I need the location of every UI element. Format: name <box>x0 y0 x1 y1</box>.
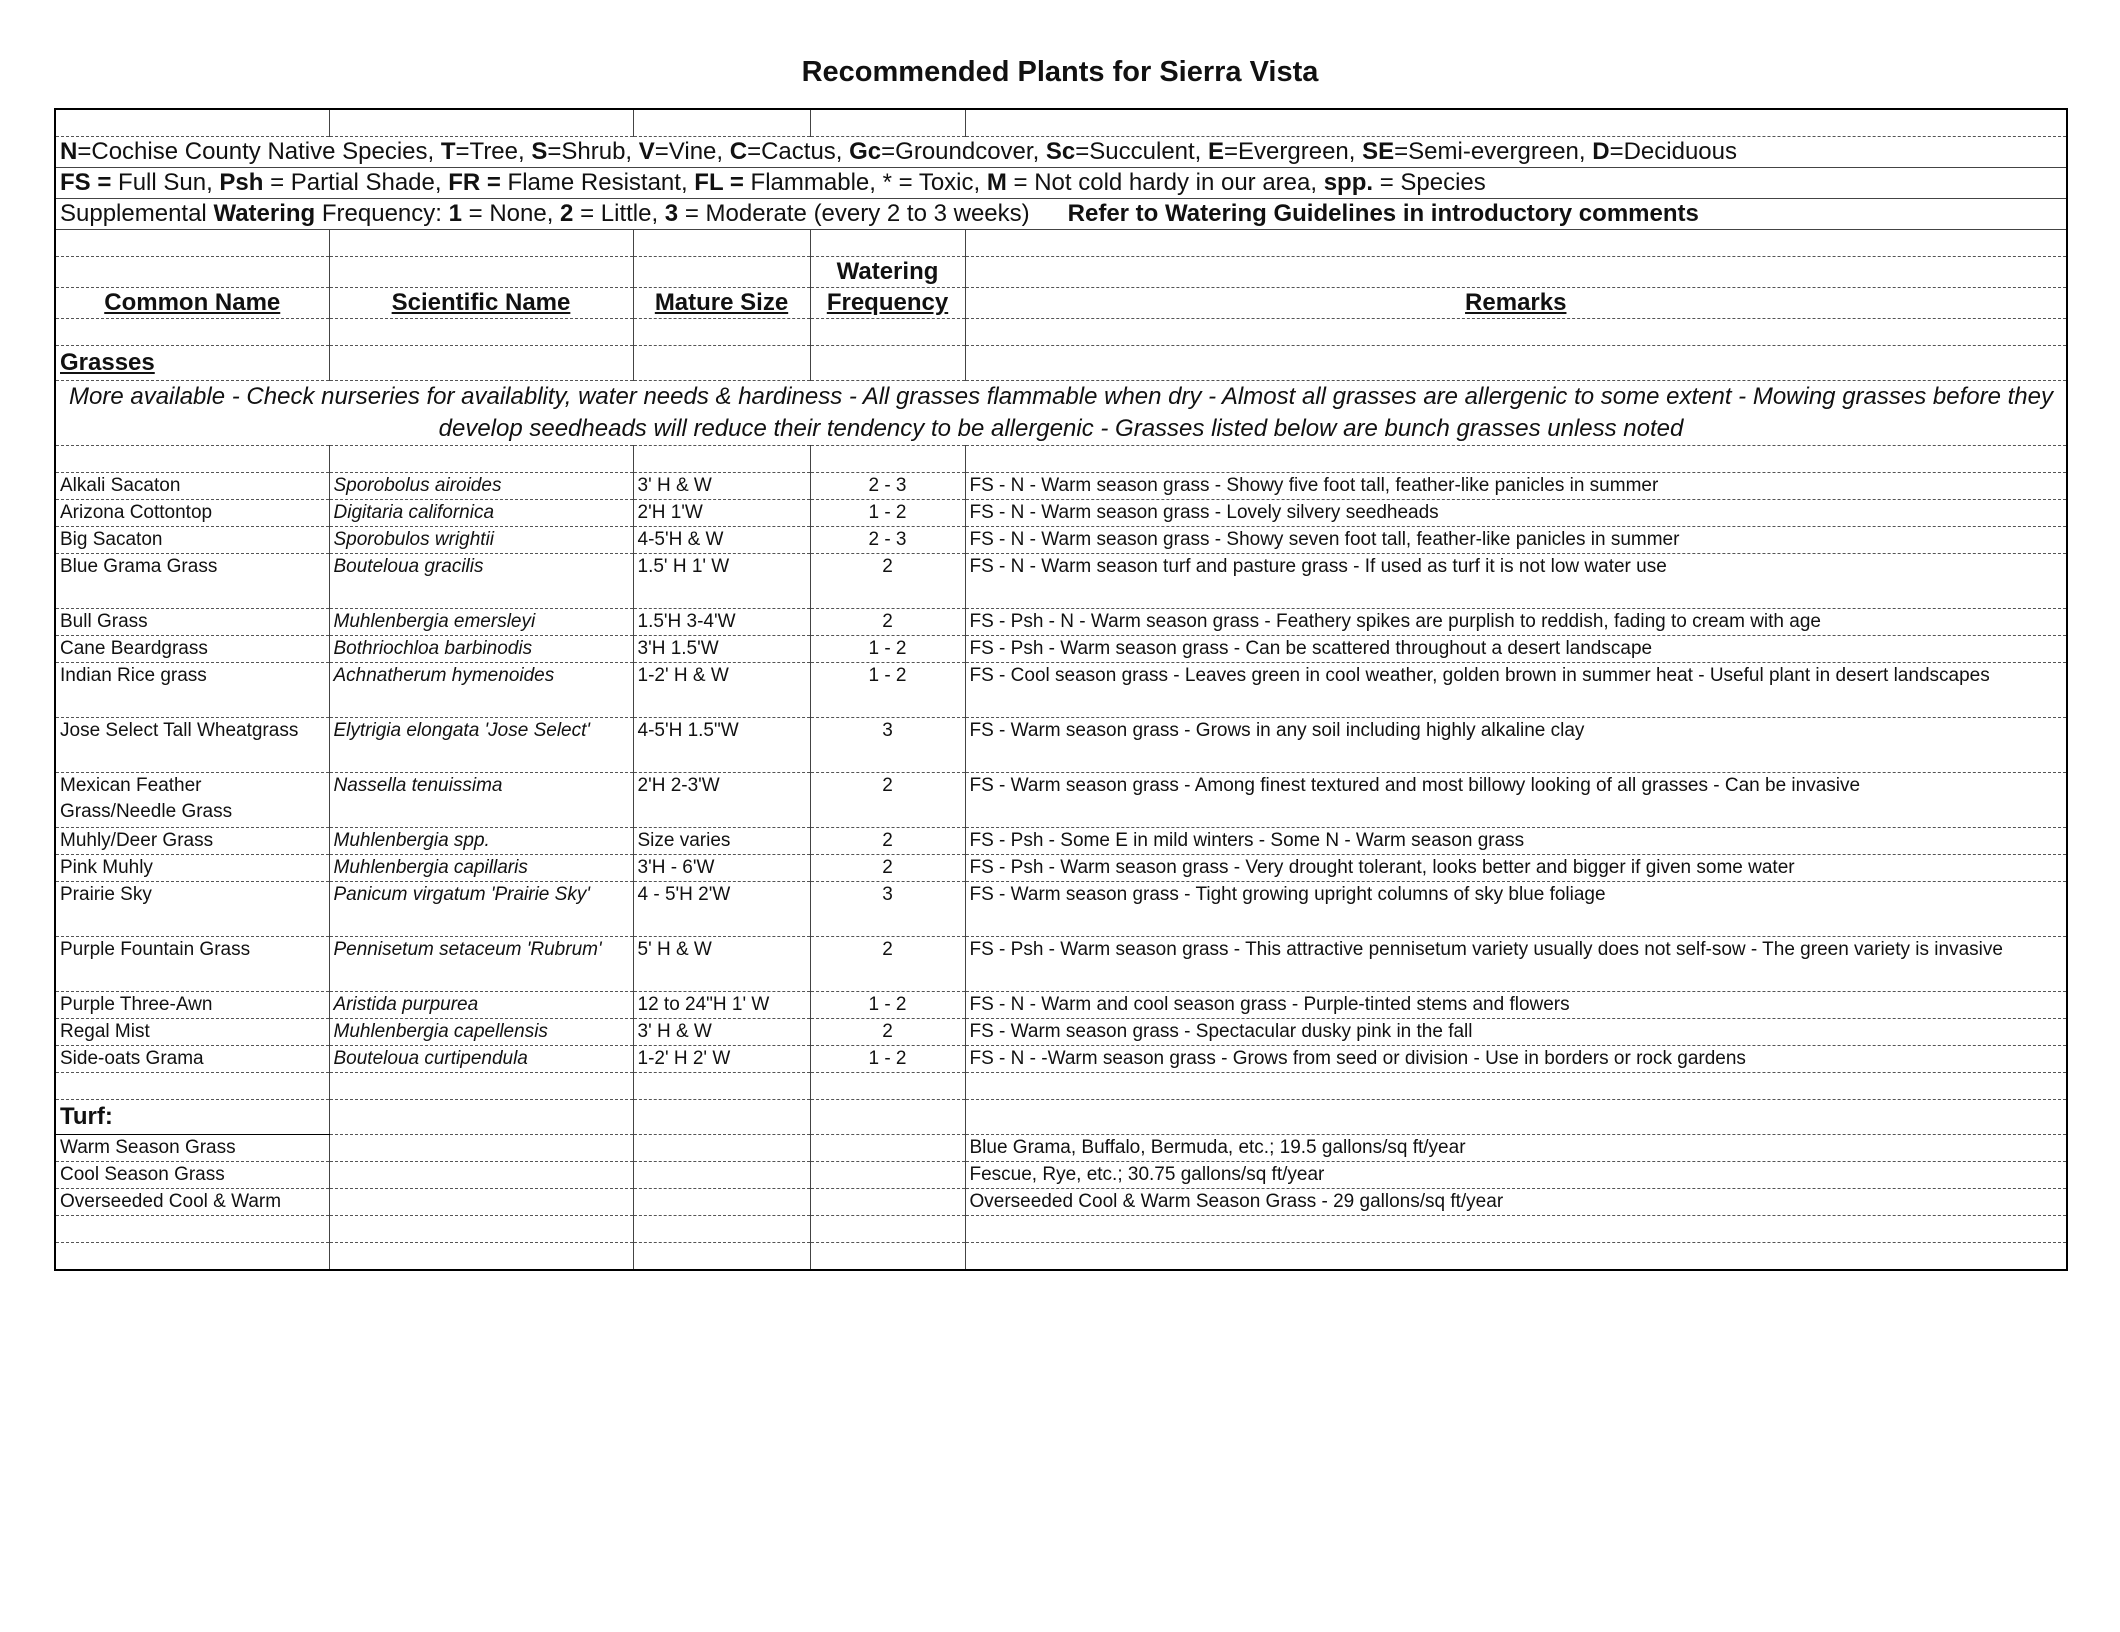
header-common-name: Common Name <box>55 288 329 319</box>
remarks-cell: Fescue, Rye, etc.; 30.75 gallons/sq ft/year <box>965 1162 2067 1189</box>
legend-key: FS = <box>60 169 112 196</box>
common-name-cell: Big Sacaton <box>55 527 329 554</box>
plant-table <box>54 108 2068 1271</box>
mature-size-cell: Size varies <box>633 828 810 855</box>
remarks-cell: Overseeded Cool & Warm Season Grass - 29 gallons/sq ft/year <box>965 1189 2067 1216</box>
empty-cell <box>329 1162 633 1189</box>
remarks-cell: FS - Psh - Warm season grass - Can be scattered throughout a desert landscape <box>965 636 2067 663</box>
common-name-cell: Warm Season Grass <box>55 1135 329 1162</box>
table-row <box>55 992 2067 1019</box>
section-title-turf: Turf: <box>55 1100 329 1135</box>
legend-key: FL = <box>694 169 744 196</box>
scientific-name-cell: Muhlenbergia capellensis <box>329 1019 633 1046</box>
table-row <box>55 855 2067 882</box>
table-row <box>55 1135 2067 1162</box>
legend-text: = Partial Shade, <box>263 169 449 196</box>
legend-line-3 <box>55 199 2067 230</box>
legend-key: 2 <box>560 200 574 227</box>
watering-cell: 2 <box>810 828 965 855</box>
watering-cell: 3 <box>810 718 965 773</box>
table-row <box>55 937 2067 992</box>
section-title-grasses: Grasses <box>55 346 329 381</box>
scientific-name-cell: Bouteloua gracilis <box>329 554 633 609</box>
common-name-cell: Indian Rice grass <box>55 663 329 718</box>
header-watering-top: Watering <box>810 257 965 288</box>
scientific-name-cell: Sporobolus airoides <box>329 473 633 500</box>
legend-text: Full Sun, <box>111 169 220 196</box>
common-name-cell: Blue Grama Grass <box>55 554 329 609</box>
remarks-cell: FS - Psh - Warm season grass - This attractive pennisetum variety usually does not self-sow - The green variety is invasive <box>965 937 2067 992</box>
common-name-cell: Bull Grass <box>55 609 329 636</box>
common-name-cell: Cane Beardgrass <box>55 636 329 663</box>
legend-text: =Semi-evergreen, <box>1394 138 1593 165</box>
legend-text: =Evergreen, <box>1224 138 1363 165</box>
watering-cell: 2 <box>810 855 965 882</box>
watering-cell: 2 <box>810 1019 965 1046</box>
remarks-cell: FS - Psh - N - Warm season grass - Feathery spikes are purplish to reddish, fading to cream with age <box>965 609 2067 636</box>
legend-key: Watering <box>213 200 316 227</box>
blank-row <box>55 109 2067 137</box>
header-watering-frequency: Frequency <box>810 288 965 319</box>
legend-key: N <box>60 138 78 165</box>
scientific-name-cell: Sporobulos wrightii <box>329 527 633 554</box>
mature-size-cell: 3' H & W <box>633 473 810 500</box>
scientific-name-cell: Muhlenbergia capillaris <box>329 855 633 882</box>
scientific-name-cell: Bothriochloa barbinodis <box>329 636 633 663</box>
legend-text: = Moderate (every 2 to 3 weeks) <box>678 200 1030 227</box>
legend-row-2 <box>55 168 2067 199</box>
watering-cell: 2 - 3 <box>810 473 965 500</box>
legend-key: Gc <box>849 138 882 165</box>
remarks-cell: FS - Warm season grass - Grows in any soil including highly alkaline clay <box>965 718 2067 773</box>
mature-size-cell: 4-5'H & W <box>633 527 810 554</box>
legend-text: =Succulent, <box>1075 138 1209 165</box>
common-name-cell: Alkali Sacaton <box>55 473 329 500</box>
common-name-cell: Prairie Sky <box>55 882 329 937</box>
empty-cell <box>633 1189 810 1216</box>
common-name-cell: Regal Mist <box>55 1019 329 1046</box>
empty-cell <box>810 1135 965 1162</box>
watering-cell: 2 <box>810 937 965 992</box>
remarks-cell: FS - N - Warm season grass - Showy five foot tall, feather-like panicles in summer <box>965 473 2067 500</box>
mature-size-cell: 3'H 1.5'W <box>633 636 810 663</box>
common-name-cell: Side-oats Grama <box>55 1046 329 1073</box>
watering-cell: 1 - 2 <box>810 500 965 527</box>
header-scientific-name: Scientific Name <box>329 288 633 319</box>
empty-cell <box>329 1135 633 1162</box>
remarks-cell: FS - Warm season grass - Spectacular dusky pink in the fall <box>965 1019 2067 1046</box>
legend-key: S <box>531 138 548 165</box>
mature-size-cell: 4-5'H 1.5"W <box>633 718 810 773</box>
table-row <box>55 527 2067 554</box>
mature-size-cell: 1-2' H & W <box>633 663 810 718</box>
legend-key: Sc <box>1045 138 1076 165</box>
legend-text: =Cactus, <box>747 138 850 165</box>
legend-key: M <box>986 169 1007 196</box>
mature-size-cell: 1-2' H 2' W <box>633 1046 810 1073</box>
remarks-cell: Blue Grama, Buffalo, Bermuda, etc.; 19.5 gallons/sq ft/year <box>965 1135 2067 1162</box>
header-remarks: Remarks <box>965 288 2067 319</box>
header-mature-size: Mature Size <box>633 288 810 319</box>
remarks-cell: FS - Warm season grass - Tight growing upright columns of sky blue foliage <box>965 882 2067 937</box>
table-row <box>55 1046 2067 1073</box>
empty-cell <box>810 1189 965 1216</box>
legend-key: T <box>440 138 456 165</box>
legend-text: Flame Resistant, <box>500 169 695 196</box>
remarks-cell: FS - Warm season grass - Among finest textured and most billowy looking of all grasses - Can be invasive <box>965 773 2067 828</box>
table-row <box>55 828 2067 855</box>
legend-text: = Not cold hardy in our area, <box>1006 169 1324 196</box>
header-row <box>55 288 2067 319</box>
table-row <box>55 473 2067 500</box>
legend-text: = Little, <box>573 200 665 227</box>
watering-cell: 2 <box>810 773 965 828</box>
grasses-note: More available - Check nurseries for availablity, water needs & hardiness - All grasses flammable when dry - Almost all grasses are allergenic to some extent - Mowing grasses before they develop seedheads will reduce their tendency to be allergenic - Grasses listed below are bunch grasses unless noted <box>55 381 2067 446</box>
table-row <box>55 554 2067 609</box>
legend-text: = None, <box>461 200 561 227</box>
legend-row-3 <box>55 199 2067 230</box>
legend-text: = Species <box>1373 169 1486 196</box>
legend-text: =Groundcover, <box>881 138 1046 165</box>
scientific-name-cell: Panicum virgatum 'Prairie Sky' <box>329 882 633 937</box>
mature-size-cell: 4 - 5'H 2'W <box>633 882 810 937</box>
common-name-cell: Overseeded Cool & Warm <box>55 1189 329 1216</box>
legend-line-1 <box>55 137 2067 168</box>
blank-row <box>55 230 2067 257</box>
empty-cell <box>329 1189 633 1216</box>
header-row-top <box>55 257 2067 288</box>
table-row <box>55 1019 2067 1046</box>
mature-size-cell: 1.5' H 1' W <box>633 554 810 609</box>
legend-text: Flammable, * = Toxic, <box>743 169 987 196</box>
watering-cell: 2 <box>810 609 965 636</box>
scientific-name-cell: Muhlenbergia spp. <box>329 828 633 855</box>
common-name-cell <box>55 773 329 828</box>
common-name-cell: Arizona Cottontop <box>55 500 329 527</box>
table-row <box>55 636 2067 663</box>
remarks-cell: FS - N - Warm season grass - Lovely silvery seedheads <box>965 500 2067 527</box>
mature-size-cell: 12 to 24"H 1' W <box>633 992 810 1019</box>
remarks-cell: FS - Psh - Warm season grass - Very drought tolerant, looks better and bigger if given some water <box>965 855 2067 882</box>
blank-row <box>55 1073 2067 1100</box>
legend-key: spp. <box>1323 169 1374 196</box>
legend-reference: Refer to Watering Guidelines in introductory comments <box>1067 200 1699 227</box>
table-row <box>55 500 2067 527</box>
common-name-cell: Pink Muhly <box>55 855 329 882</box>
section-row-turf <box>55 1100 2067 1135</box>
remarks-cell: FS - Cool season grass - Leaves green in cool weather, golden brown in summer heat - Useful plant in desert landscapes <box>965 663 2067 718</box>
legend-key: 3 <box>664 200 679 227</box>
blank-row <box>55 319 2067 346</box>
legend-key: SE <box>1362 138 1395 165</box>
legend-row-1 <box>55 137 2067 168</box>
common-name-cell: Purple Three-Awn <box>55 992 329 1019</box>
legend-text: =Deciduous <box>1609 138 1737 165</box>
common-name-line: Grass/Needle Grass <box>60 801 233 822</box>
legend-key: D <box>1592 138 1610 165</box>
remarks-cell: FS - N - Warm season grass - Showy seven foot tall, feather-like panicles in summer <box>965 527 2067 554</box>
scientific-name-cell: Pennisetum setaceum 'Rubrum' <box>329 937 633 992</box>
scientific-name-cell: Achnatherum hymenoides <box>329 663 633 718</box>
watering-cell: 3 <box>810 882 965 937</box>
common-name-cell: Cool Season Grass <box>55 1162 329 1189</box>
page-title: Recommended Plants for Sierra Vista <box>801 56 1319 88</box>
mature-size-cell: 2'H 1'W <box>633 500 810 527</box>
legend-text: Supplemental <box>60 200 214 227</box>
scientific-name-cell: Digitaria californica <box>329 500 633 527</box>
blank-row <box>55 446 2067 473</box>
legend-key: Psh <box>219 169 264 196</box>
legend-text: Frequency: <box>315 200 449 227</box>
legend-key: 1 <box>448 200 462 227</box>
legend-key: FR = <box>448 169 501 196</box>
scientific-name-cell: Aristida purpurea <box>329 992 633 1019</box>
legend-text: =Vine, <box>654 138 730 165</box>
table-row <box>55 882 2067 937</box>
table-row <box>55 1189 2067 1216</box>
legend-text: =Cochise County Native Species, <box>77 138 441 165</box>
legend-text: =Shrub, <box>547 138 639 165</box>
section-row-grasses <box>55 346 2067 381</box>
empty-cell <box>810 1162 965 1189</box>
scientific-name-cell: Muhlenbergia emersleyi <box>329 609 633 636</box>
remarks-cell: FS - N - Warm and cool season grass - Purple-tinted stems and flowers <box>965 992 2067 1019</box>
watering-cell: 2 - 3 <box>810 527 965 554</box>
common-name-cell: Purple Fountain Grass <box>55 937 329 992</box>
empty-cell <box>633 1135 810 1162</box>
scientific-name-cell: Nassella tenuissima <box>329 773 633 828</box>
watering-cell: 1 - 2 <box>810 1046 965 1073</box>
mature-size-cell: 3'H - 6'W <box>633 855 810 882</box>
legend-key: C <box>729 138 748 165</box>
watering-cell: 1 - 2 <box>810 663 965 718</box>
table-row <box>55 609 2067 636</box>
legend-line-2 <box>55 168 2067 199</box>
mature-size-cell: 3' H & W <box>633 1019 810 1046</box>
common-name-cell: Muhly/Deer Grass <box>55 828 329 855</box>
legend-key: V <box>638 138 655 165</box>
grasses-note-row <box>55 381 2067 446</box>
scientific-name-cell: Elytrigia elongata 'Jose Select' <box>329 718 633 773</box>
empty-cell <box>633 1162 810 1189</box>
legend-text: =Tree, <box>455 138 532 165</box>
mature-size-cell: 5' H & W <box>633 937 810 992</box>
mature-size-cell: 1.5'H 3-4'W <box>633 609 810 636</box>
legend-key: E <box>1208 138 1225 165</box>
remarks-cell: FS - N - -Warm season grass - Grows from seed or division - Use in borders or rock gardens <box>965 1046 2067 1073</box>
scientific-name-cell: Bouteloua curtipendula <box>329 1046 633 1073</box>
watering-cell: 1 - 2 <box>810 992 965 1019</box>
remarks-cell: FS - N - Warm season turf and pasture grass - If used as turf it is not low water use <box>965 554 2067 609</box>
table-row <box>55 718 2067 773</box>
table-row <box>55 773 2067 828</box>
blank-row <box>55 1243 2067 1271</box>
blank-row <box>55 1216 2067 1243</box>
common-name-cell: Jose Select Tall Wheatgrass <box>55 718 329 773</box>
watering-cell: 1 - 2 <box>810 636 965 663</box>
remarks-cell: FS - Psh - Some E in mild winters - Some N - Warm season grass <box>965 828 2067 855</box>
table-row <box>55 663 2067 718</box>
watering-cell: 2 <box>810 554 965 609</box>
table-row <box>55 1162 2067 1189</box>
mature-size-cell: 2'H 2-3'W <box>633 773 810 828</box>
common-name-line: Mexican Feather <box>60 775 202 796</box>
